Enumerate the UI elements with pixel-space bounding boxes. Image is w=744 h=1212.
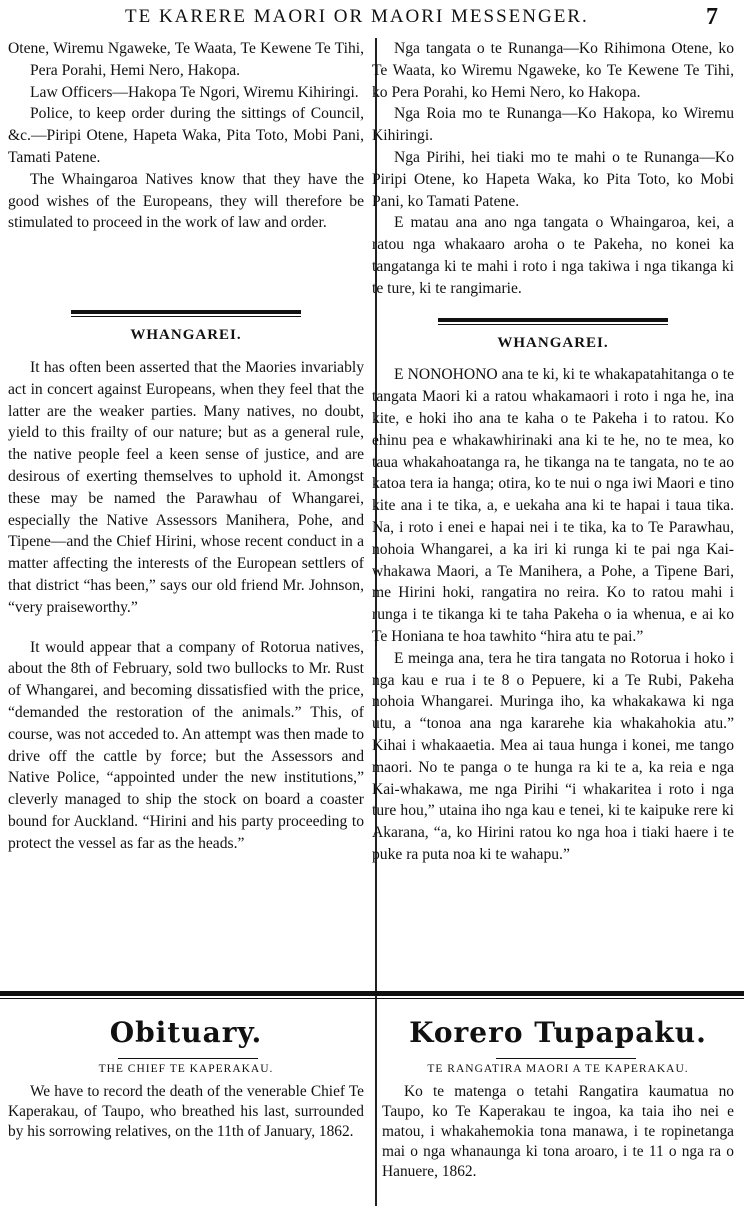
section-title-whangarei: WHANGAREI. (130, 327, 242, 344)
obituary-subtitle-maori: TE RANGATIRA MAORI A TE KAPERAKAU. (427, 1063, 689, 1075)
obituary-paragraph: We have to record the death of the venerable Chief Te Kaperakau, of Taupo, who breathed his last, surrounded by his sorrowing relatives, on the 11th of January, 1862. (8, 1083, 364, 1140)
whaingaroa-maori-paragraph: E matau ana ano nga tangata o Whaingaroa, kei, a ratou nga whakaaro aroha o te Pakeha, no konei ka tangatanga ki te mahi i roto i nga takiwa i nga tikanga ki te ture, ki te rangimarie. (372, 214, 734, 297)
whangarei-paragraph-1: It has often been asserted that the Maories invariably act in concert against Europeans, when they feel that the latter are the weaker parties. Many natives, no doubt, yield to this frailty of our nature; but as a general rule, the native people feel a keen sense of justice, and are desirous of exerting themselves to uphold it. Amongst these may be named the Parawhau of Whangarei, especially the Native Assessors Manihera, Pohe, and Tipene—and the Chief Hirini, whose recent conduct in a matter affecting the interests of the European settlers of that district “has been,” says our old friend Mr. Johnson, “very praiseworthy.” (8, 358, 364, 616)
law-officers-paragraph: Law Officers—Hakopa Te Ngori, Wiremu Kihiringi. (30, 83, 359, 101)
obituary-text-maori (382, 1082, 734, 1182)
maori-column (372, 38, 734, 866)
whaingaroa-paragraph: The Whaingaroa Natives know that they have the good wishes of the Europeans, they will therefore be stimulated to proceed in the work of law and order. (8, 170, 364, 232)
section-divider (438, 318, 668, 325)
obituary-divider (0, 991, 744, 999)
whangarei-maori-paragraph-2: E meinga ana, tera he tira tangata no Rotorua i hoko i nga kau e rua i te 8 o Pepuere, ki a Te Rubi, Pakeha nohoia Whangarei. Muringa iho, ka whakakawa ki nga utu, a “tonoa ana nga kararehe kia whakahokia atu.” Kihai i whakaaetia. Mea ai taua hunga i konei, me tango maori. No te panga o te hunga ra ki te a, ka reia e nga Kai-whakawa, me nga Pirihi “i whakaritea i roto i nga ture hou,” utaina iho nga kau e tenei, ki te kaipuke rere ki Akarana, “a, ko Hirini ratou ko nga hoa i tiaki haere i te puke ra puta noa ki te wahapu.” (372, 649, 734, 863)
section-divider (71, 310, 301, 317)
english-column (8, 38, 364, 855)
council-members-paragraph: Otene, Wiremu Ngaweke, Te Waata, Te Kewene Te Tihi, Pera Porahi, Hemi Nero, Hakopa. (8, 40, 364, 79)
show-through-text (8, 238, 364, 302)
police-paragraph: Police, to keep order during the sittings of Council, &c.—Piripi Otene, Hapeta Waka, Pita Toto, Mobi Pani, Tamati Patene. (8, 105, 364, 166)
obituary-rule-maori (496, 1058, 636, 1059)
section-title-whangarei-maori: WHANGAREI. (497, 334, 609, 351)
obituary-title-maori: Korero Tupapaku. (409, 1016, 707, 1049)
obituary-text (8, 1082, 364, 1142)
runanga-members-paragraph: Nga tangata o te Runanga—Ko Rihimona Otene, ko Te Waata, ko Wiremu Ngaweke, ko Te Kewene Te Tihi, ko Pera Porahi, ko Hemi Nero, ko Hakopa. (372, 40, 734, 101)
whangarei-paragraph-2: It would appear that a company of Rotorua natives, about the 8th of February, sold two bullocks to Mr. Rust of Whangarei, and becoming dissatisfied with the price, “demanded the restoration of the animals.” This, of course, was not acceded to. An attempt was then made to drive off the cattle by force; but the Assessors and Native Police, “appointed under the new institutions,” cleverly managed to ship the stock on board a coaster bound for Auckland. “Hirini and his party proceeding to protect the vessel as far as the heads.” (8, 638, 364, 852)
whangarei-maori-paragraph-1: E NONOHONO ana te ki, ki te whakapatahitanga o te tangata Maori ki a ratou whakamaori i roto i nga he, ina kite, e hoki iho ana te kaha o te Pakeha i to ratou. Ko ehinu pea e whakawhirinaki ana ki te he, no te mea, ko taua whakahoatanga ra, he tikanga na te tangata, no te ao katoa tera ia hanga; otira, ko te nui o nga iwi Maori e tino kite ana i te tika, a, e uekaha ana ki te hapai i taua tika. Na, i roto i enei e hapai nei i te tika, ka to Te Parawhau, nohoia Whangarei, a ka iri ki runga ki te pai nga Kai-whakawa Maori, a Te Manihera, a Pohe, a Tipene Bari, me Hirini hoki, rangatira no reira. Ko to ratou mahi i runga i te tikanga ki te taha Pakeha o ia whenua, e ai ko Te Honiana te hoa tawhito “hira atu te pai.” (372, 366, 734, 645)
page-number: 7 (706, 4, 718, 30)
newspaper-title: TE KARERE MAORI OR MAORI MESSENGER. (125, 6, 589, 27)
obituary-title: Obituary. (109, 1016, 263, 1049)
obituary-subtitle: THE CHIEF TE KAPERAKAU. (98, 1063, 274, 1075)
obituary-rule (118, 1058, 258, 1059)
roia-paragraph: Nga Roia mo te Runanga—Ko Hakopa, ko Wiremu Kihiringi. (372, 105, 734, 145)
obituary-maori-paragraph: Ko te matenga o tetahi Rangatira kaumatua no Taupo, ko Te Kaperakau te ingoa, ka taia iho nei e matou, i whakahemokia tona manawa, i te ropinetanga mai o nga whanaunga ki tona aroaro, i te 11 o nga ra o Hanuere, 1862. (382, 1083, 734, 1180)
pirihi-paragraph: Nga Pirihi, hei tiaki mo te mahi o te Runanga—Ko Piripi Otene, ko Hapeta Waka, ko Pita Toto, ko Mobi Pani, ko Tamati Patene. (372, 148, 734, 210)
page-header (0, 4, 744, 34)
